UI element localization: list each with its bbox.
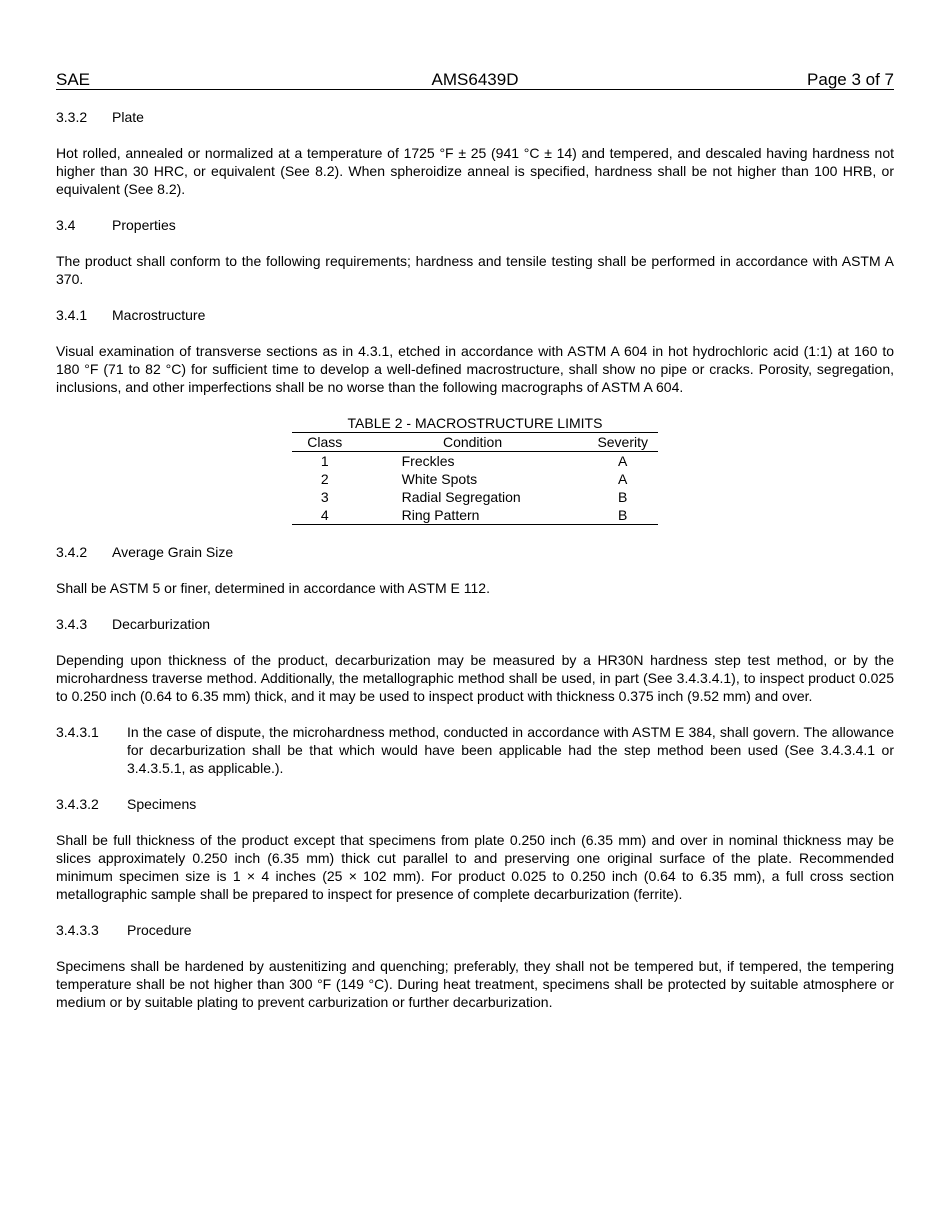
- header-page-number: Page 3 of 7: [807, 70, 894, 89]
- column-header-class: Class: [307, 434, 343, 450]
- cell-class: 1: [320, 453, 329, 469]
- section-3-4-1-text: Visual examination of transverse sections as in 4.3.1, etched in accordance with ASTM A 604 in hot hydrochloric acid (1:1) at 160 to 180 °F (71 to 82 °C) for sufficient time to develop a well-defined macrostructure, shall show no pipe or cracks. Porosity, segregation, inclusions, and other imperfections shall be no worse than the following macrographs of ASTM A 604.: [56, 343, 894, 395]
- table-row: [292, 506, 658, 525]
- section-3-4-3-1: [56, 723, 894, 777]
- section-3-4-3-3-text: Specimens shall be hardened by austenitizing and quenching; preferably, they shall not be tempered but, if tempered, the tempering temperature shall be not higher than 300 °F (149 °C). During heat treatment, specimens shall be protected by suitable atmosphere or medium or by suitable plating to prevent carburization or further decarburization.: [56, 958, 894, 1010]
- section-3-4-3-1-text: In the case of dispute, the microhardness method, conducted in accordance with ASTM E 384, shall govern. The allowance for decarburization shall be that which would have been applicable had the step method been used (See 3.4.3.4.1 or 3.4.3.5.1, as applicable.).: [127, 724, 894, 776]
- section-title: Properties: [112, 217, 176, 233]
- header-org: SAE: [56, 70, 91, 89]
- section-3-4-text: The product shall conform to the following requirements; hardness and tensile testing shall be performed in accordance with ASTM A 370.: [56, 253, 894, 287]
- section-3-3-2-text: Hot rolled, annealed or normalized at a temperature of 1725 °F ± 25 (941 °C ± 14) and tempered, and descaled having hardness not higher than 30 HRC, or equivalent (See 8.2). When spheroidize anneal is specified, hardness shall be not higher than 100 HRB, or equivalent (See 8.2).: [56, 145, 894, 197]
- section-title: Average Grain Size: [112, 544, 234, 560]
- section-3-4-2-heading: [56, 543, 894, 561]
- cell-severity: A: [618, 453, 628, 469]
- section-number: 3.4.3.3: [56, 922, 99, 938]
- cell-condition: Ring Pattern: [401, 507, 480, 523]
- cell-condition: White Spots: [401, 471, 478, 487]
- section-title: Specimens: [127, 796, 197, 812]
- table-row: [292, 452, 658, 471]
- cell-severity: A: [618, 471, 628, 487]
- cell-class: 4: [320, 507, 329, 523]
- table-row: [292, 488, 658, 506]
- section-title: Procedure: [127, 922, 192, 938]
- section-number: 3.4.3: [56, 616, 88, 632]
- section-3-4-3-heading: [56, 615, 894, 633]
- cell-condition: Radial Segregation: [401, 489, 521, 505]
- section-3-4-3-text: Depending upon thickness of the product, decarburization may be measured by a HR30N hardness step test method, or by the microhardness traverse method. Additionally, the metallographic method shall be used, in part (See 3.4.3.4.1), to inspect product 0.025 to 0.250 inch (0.64 to 6.35 mm) thick, and it may be used to inspect product with thickness 0.375 inch (9.52 mm) and over.: [56, 652, 894, 704]
- table-header-row: [292, 433, 658, 452]
- table-row: [292, 470, 658, 488]
- cell-class: 2: [320, 471, 329, 487]
- column-header-condition: Condition: [442, 434, 503, 450]
- cell-severity: B: [618, 489, 628, 505]
- section-3-4-3-2-heading: [56, 795, 894, 813]
- header-doc-id: AMS6439D: [431, 70, 519, 89]
- section-number: 3.4: [56, 217, 76, 233]
- section-3-4-1-heading: [56, 306, 894, 324]
- section-3-4-3-3-heading: [56, 921, 894, 939]
- section-title: Decarburization: [112, 616, 211, 632]
- section-3-4-2-text: Shall be ASTM 5 or finer, determined in accordance with ASTM E 112.: [56, 580, 490, 596]
- section-number: 3.4.2: [56, 544, 88, 560]
- cell-severity: B: [618, 507, 628, 523]
- section-number: 3.4.3.1: [56, 724, 99, 740]
- section-number: 3.4.3.2: [56, 796, 99, 812]
- column-header-severity: Severity: [597, 434, 649, 450]
- section-number: 3.3.2: [56, 109, 88, 125]
- section-title: Plate: [112, 109, 144, 125]
- section-number: 3.4.1: [56, 307, 88, 323]
- section-3-4-heading: [56, 216, 894, 234]
- document-body: [56, 108, 894, 1011]
- section-title: Macrostructure: [112, 307, 206, 323]
- macrostructure-table-block: [56, 414, 894, 525]
- cell-condition: Freckles: [401, 453, 455, 469]
- table-title: TABLE 2 - MACROSTRUCTURE LIMITS: [347, 415, 603, 431]
- section-3-3-2-heading: [56, 108, 894, 126]
- page-header: [56, 70, 894, 90]
- section-3-4-3-2-text: Shall be full thickness of the product except that specimens from plate 0.250 inch (6.35 mm) and over in nominal thickness may be slices approximately 0.250 inch (6.35 mm) thick cut parallel to and preserving one original surface of the plate. Recommended minimum specimen size is 1 × 4 inches (25 × 102 mm). For product 0.025 to 0.250 inch (0.64 to 6.35 mm), a full cross section metallographic sample shall be prepared to inspect for presence of complete decarburization (ferrite).: [56, 832, 894, 902]
- macrostructure-table: [292, 432, 658, 525]
- cell-class: 3: [320, 489, 329, 505]
